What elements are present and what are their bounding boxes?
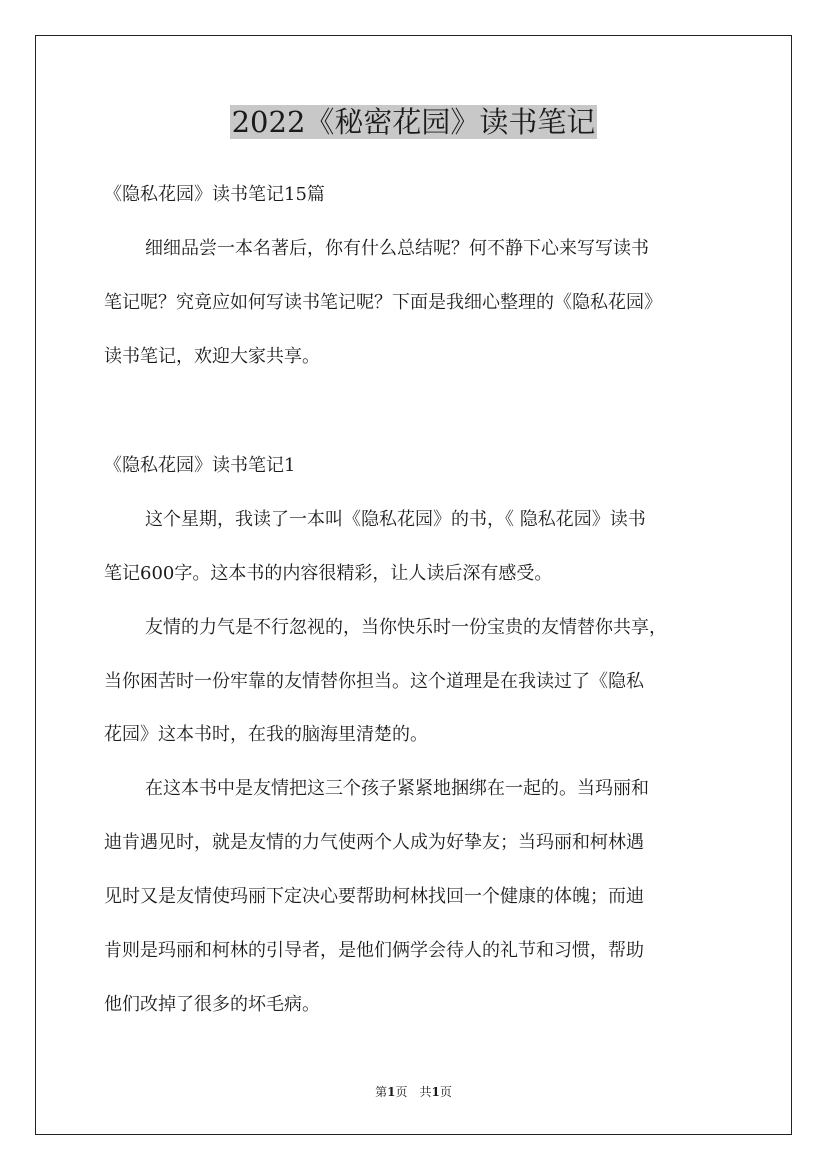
para2-line-1: 友情的力气是不行忽视的，当你快乐时一份宝贵的友情替你共享， bbox=[145, 617, 667, 638]
para3-line-5: 他们改掉了很多的坏毛病。 bbox=[104, 994, 320, 1015]
footer-suffix: 页 bbox=[439, 1085, 452, 1099]
para1-line-1: 这个星期，我读了一本叫《隐私花园》的书，《 隐私花园》读书 bbox=[145, 509, 646, 530]
page-footer bbox=[0, 1083, 827, 1101]
document-subtitle: 《隐私花园》读书笔记15篇 bbox=[104, 184, 325, 205]
para3-line-1: 在这本书中是友情把这三个孩子紧紧地捆绑在一起的。当玛丽和 bbox=[145, 778, 649, 799]
para2-line-3: 花园》这本书时，在我的脑海里清楚的。 bbox=[104, 724, 428, 745]
para2-line-2: 当你困苦时一份牢靠的友情替你担当。这个道理是在我读过了《隐私 bbox=[104, 671, 644, 692]
intro-line-2: 笔记呢？究竟应如何写读书笔记呢？下面是我细心整理的《隐私花园》 bbox=[104, 292, 662, 313]
section-heading: 《隐私花园》读书笔记1 bbox=[104, 455, 296, 476]
footer-current-page: 1 bbox=[387, 1085, 396, 1099]
footer-prefix: 第 bbox=[375, 1085, 388, 1099]
para3-line-3: 见时又是友情使玛丽下定决心要帮助柯林找回一个健康的体魄；而迪 bbox=[104, 886, 644, 907]
para3-line-4: 肯则是玛丽和柯林的引导者，是他们俩学会待人的礼节和习惯，帮助 bbox=[104, 940, 644, 961]
intro-line-1: 细细品尝一本名著后，你有什么总结呢？何不静下心来写写读书 bbox=[145, 238, 649, 259]
footer-mid: 页 共 bbox=[395, 1085, 432, 1099]
footer-total-pages: 1 bbox=[431, 1085, 440, 1099]
document-title bbox=[0, 100, 827, 144]
para1-line-2: 笔记600字。这本书的内容很精彩，让人读后深有感受。 bbox=[104, 563, 553, 584]
para3-line-2: 迪肯遇见时，就是友情的力气使两个人成为好挚友；当玛丽和柯林遇 bbox=[104, 832, 644, 853]
document-title-text: 2022《秘密花园》读书笔记 bbox=[231, 105, 596, 139]
intro-line-3: 读书笔记，欢迎大家共享。 bbox=[104, 346, 320, 367]
